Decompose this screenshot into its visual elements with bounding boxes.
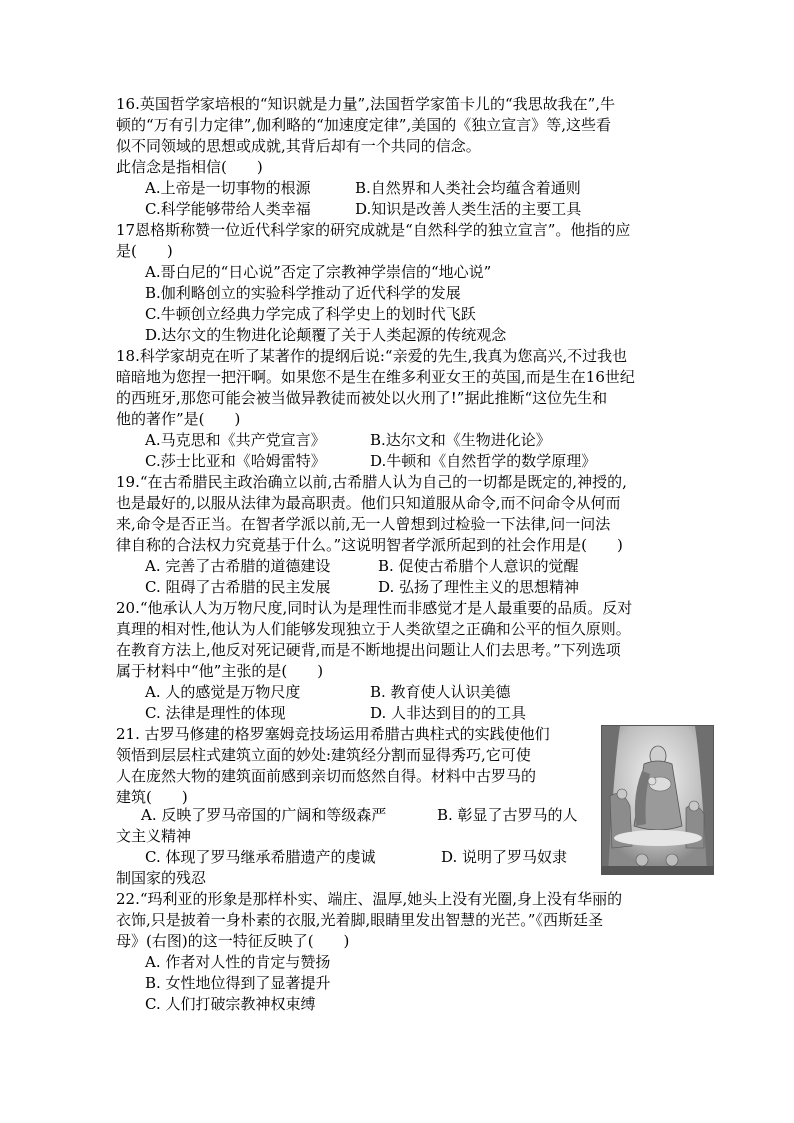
q22-option-b: B. 女性地位得到了显著提升 (145, 974, 331, 992)
q21-option-a: A. 反映了罗马帝国的广阔和等级森严 (141, 806, 387, 824)
q17-option-d: D.达尔文的生物进化论颠覆了关于人类起源的传统观念 (145, 326, 507, 344)
q17-option-b: B.伽利略创立的实验科学推动了近代科学的发展 (145, 284, 461, 302)
q16-option-c: C.科学能够带给人类幸福 (145, 200, 311, 218)
q20-option-b: B. 教育使人认识美德 (370, 683, 511, 701)
q20-option-a: A. 人的感觉是万物尺度 (145, 683, 301, 701)
q22-option-a: A. 作者对人性的肯定与赞扬 (145, 953, 331, 971)
q19-option-d: D. 弘扬了理性主义的思想精神 (378, 578, 580, 596)
q20-line-3: 在教育方法上,他反对死记硬背,而是不断地提出问题让人们去思考。”下列选项 (116, 641, 621, 659)
q19-line-1: 19.“在古希腊民主政治确立以前,古希腊人认为自己的一切都是既定的,神授的, (116, 473, 627, 491)
q18-option-d: D.牛顿和《自然哲学的数学原理》 (370, 452, 597, 470)
q18-option-a: A.马克思和《共产党宣言》 (145, 431, 326, 449)
q19-line-3: 来,命令是否正当。在智者学派以前,无一人曾想到过检验一下法律,问一问法 (116, 515, 611, 533)
q18-line-2: 暗暗地为您捏一把汗啊。如果您不是生在维多利亚女王的英国,而是生在16世纪 (116, 368, 635, 386)
q17-line-1: 17恩格斯称赞一位近代科学家的研究成就是“自然科学的独立宣言”。他指的应 (116, 221, 631, 239)
q18-line-1: 18.科学家胡克在听了某著作的提纲后说:“亲爱的先生,我真为您高兴,不过我也 (116, 347, 628, 365)
q19-option-c: C. 阻碍了古希腊的民主发展 (145, 578, 331, 596)
q22-line-1: 22.“玛利亚的形象是那样朴实、端庄、温厚,她头上没有光圈,身上没有华丽的 (116, 890, 623, 908)
q22-line-3: 母》(右图)的这一特征反映了( ) (116, 932, 350, 950)
q21-option-b-cont: 文主义精神 (116, 827, 192, 845)
q17-option-a: A.哥白尼的“日心说”否定了宗教神学崇信的“地心说” (145, 263, 492, 281)
q18-line-4: 他的著作”是( ) (116, 410, 241, 428)
q17-line-2: 是( ) (116, 242, 173, 260)
q16-option-b: B.自然界和人类社会均蕴含着通则 (355, 179, 581, 197)
q18-option-b: B.达尔文和《生物进化论》 (370, 431, 551, 449)
q16-line-3: 似不同领域的思想或成就,其背后却有一个共同的信念。 (116, 137, 481, 155)
q19-line-2: 也是最好的,以服从法律为最高职责。他们只知道服从命令,而不问命令从何而 (116, 494, 621, 512)
q21-option-d: D. 说明了罗马奴隶 (441, 848, 568, 866)
q20-line-4: 属于材料中“他”主张的是( ) (116, 662, 324, 680)
q20-line-1: 20.“他承认人为万物尺度,同时认为是理性而非感觉才是人最重要的品质。反对 (116, 599, 633, 617)
q18-line-3: 的西班牙,那您可能会被当做异教徒而被处以火刑了!”据此推断“这位先生和 (116, 389, 608, 407)
q18-option-c: C.莎士比亚和《哈姆雷特》 (145, 452, 326, 470)
q19-line-4: 律自称的合法权力究竟基于什么。”这说明智者学派所起到的社会作用是( ) (116, 536, 623, 554)
q21-line-3: 人在庞然大物的建筑面前感到亲切而悠然自得。材料中古罗马的 (116, 767, 537, 785)
q16-line-1: 16.英国哲学家培根的“知识就是力量”,法国哲学家笛卡儿的“我思故我在”,牛 (116, 95, 616, 113)
q19-option-b: B. 促使古希腊个人意识的觉醒 (378, 557, 579, 575)
q19-option-a: A. 完善了古希腊的道德建设 (145, 557, 331, 575)
q16-option-d: D.知识是改善人类生活的主要工具 (355, 200, 582, 218)
q20-option-d: D. 人非达到目的的工具 (370, 704, 527, 722)
q20-line-2: 真理的相对性,他认为人们能够发现独立于人类欲望之正确和公平的恒久原则。 (116, 620, 631, 638)
q17-option-c: C.牛顿创立经典力学完成了科学史上的划时代飞跃 (145, 305, 476, 323)
sistine-madonna-image (601, 725, 714, 875)
q21-option-b: B. 彰显了古罗马的人 (437, 806, 578, 824)
q22-option-c: C. 人们打破宗教神权束缚 (145, 995, 316, 1013)
q16-line-2: 顿的“万有引力定律”,伽利略的“加速度定律”,美国的《独立宣言》等,这些看 (116, 116, 611, 134)
q21-option-c: C. 体现了罗马继承希腊遗产的虔诚 (145, 848, 376, 866)
q21-option-d-cont: 制国家的残忍 (116, 869, 207, 887)
q16-option-a: A.上帝是一切事物的根源 (145, 179, 311, 197)
q21-line-2: 领悟到层层柱式建筑立面的妙处:建筑经分割而显得秀巧,它可使 (116, 746, 531, 764)
q21-line-4: 建筑( ) (116, 788, 188, 806)
q21-line-1: 21. 古罗马修建的格罗塞姆竞技场运用希腊古典柱式的实践使他们 (116, 725, 550, 743)
q16-line-4: 此信念是指相信( ) (116, 158, 263, 176)
q22-line-2: 衣饰,只是披着一身朴素的衣服,光着脚,眼睛里发出智慧的光芒。”《西斯廷圣 (116, 911, 603, 929)
q20-option-c: C. 法律是理性的体现 (145, 704, 286, 722)
